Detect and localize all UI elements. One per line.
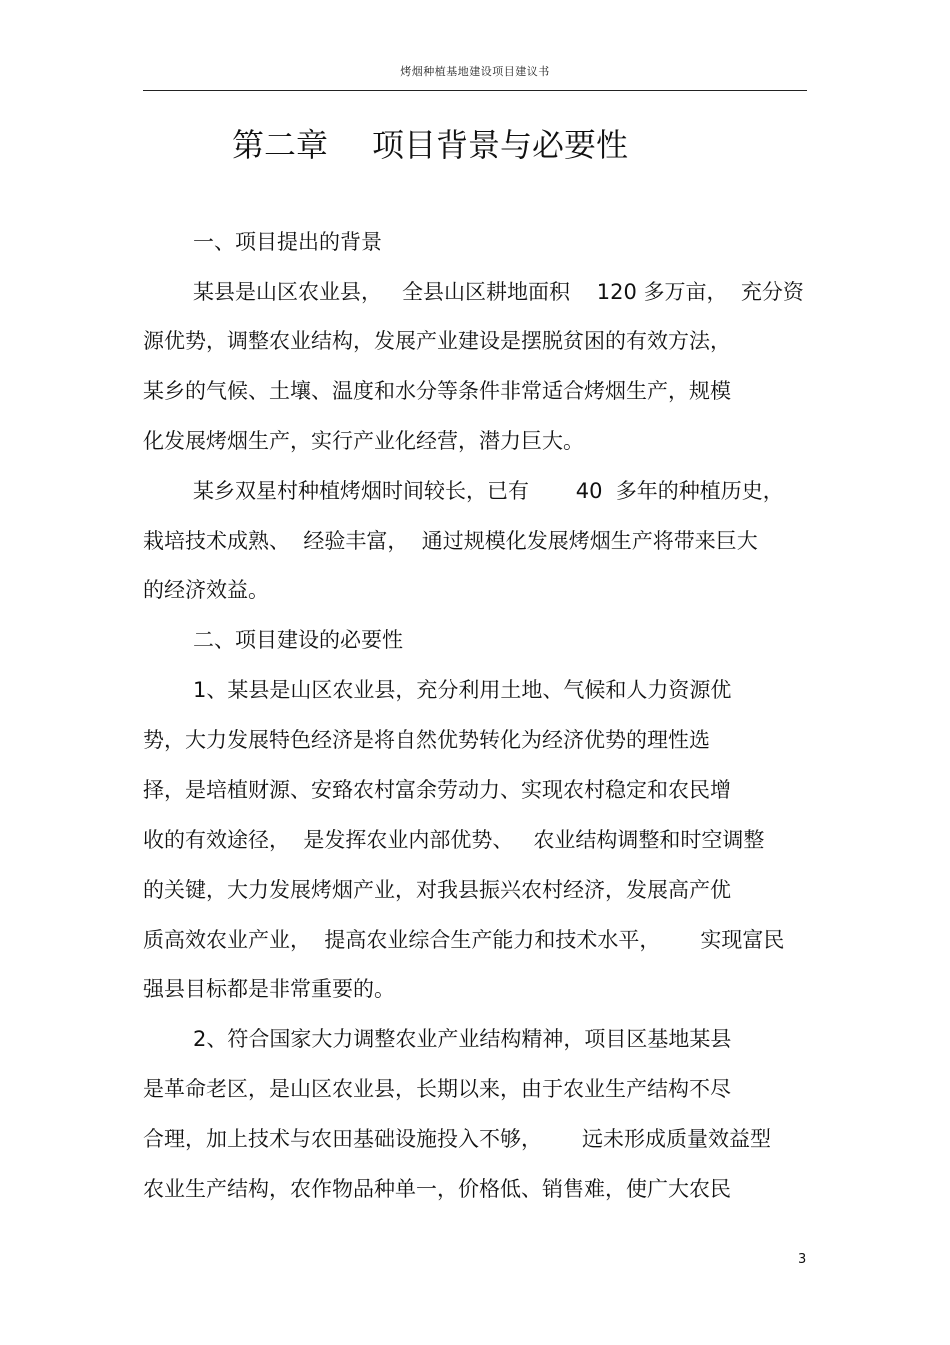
paragraph-line: 某乡双星村种植烤烟时间较长，已有 40 多年的种植历史， xyxy=(193,479,784,503)
chapter-title: 项目背景与必要性 xyxy=(372,126,629,164)
paragraph-line: 2、符合国家大力调整农业产业结构精神，项目区基地某县 xyxy=(193,1027,732,1051)
chapter-number: 第二章 xyxy=(232,126,329,164)
paragraph-line: 强县目标都是非常重要的。 xyxy=(143,977,395,1001)
paragraph-line: 合理，加上技术与农田基础设施投入不够， 远未形成质量效益型 xyxy=(143,1127,772,1151)
chapter-heading xyxy=(232,120,628,166)
paragraph-line: 是革命老区，是山区农业县，长期以来，由于农业生产结构不尽 xyxy=(143,1077,731,1101)
paragraph-line: 某县是山区农业县， 全县山区耕地面积 120 多万亩， 充分资 xyxy=(193,280,804,304)
paragraph-line: 农业生产结构，农作物品种单一，价格低、销售难，使广大农民 xyxy=(143,1177,731,1201)
paragraph-line: 1、某县是山区农业县，充分利用土地、气候和人力资源优 xyxy=(193,678,732,702)
paragraph-line: 源优势，调整农业结构，发展产业建设是摆脱贫困的有效方法， xyxy=(143,329,731,353)
section-heading-necessity: 二、项目建设的必要性 xyxy=(193,628,403,652)
paragraph-line: 势，大力发展特色经济是将自然优势转化为经济优势的理性选 xyxy=(143,728,710,752)
paragraph-line: 的关键，大力发展烤烟产业，对我县振兴农村经济，发展高产优 xyxy=(143,878,731,902)
paragraph-line: 化发展烤烟生产，实行产业化经营，潜力巨大。 xyxy=(143,429,584,453)
paragraph-line: 择，是培植财源、安臵农村富余劳动力、实现农村稳定和农民增 xyxy=(143,778,731,802)
section-heading-background: 一、项目提出的背景 xyxy=(193,230,382,254)
header-divider xyxy=(143,90,807,91)
paragraph-line: 的经济效益。 xyxy=(143,578,269,602)
running-header: 烤烟种植基地建设项目建议书 xyxy=(400,65,550,78)
paragraph-line: 某乡的气候、土壤、温度和水分等条件非常适合烤烟生产，规模 xyxy=(143,379,731,403)
paragraph-line: 收的有效途径， 是发挥农业内部优势、 农业结构调整和时空调整 xyxy=(143,828,765,852)
page-number: 3 xyxy=(798,1252,807,1267)
paragraph-line: 质高效农业产业， 提高农业综合生产能力和技术水平， 实现富民 xyxy=(143,928,785,952)
paragraph-line: 栽培技术成熟、 经验丰富， 通过规模化发展烤烟生产将带来巨大 xyxy=(143,529,758,553)
